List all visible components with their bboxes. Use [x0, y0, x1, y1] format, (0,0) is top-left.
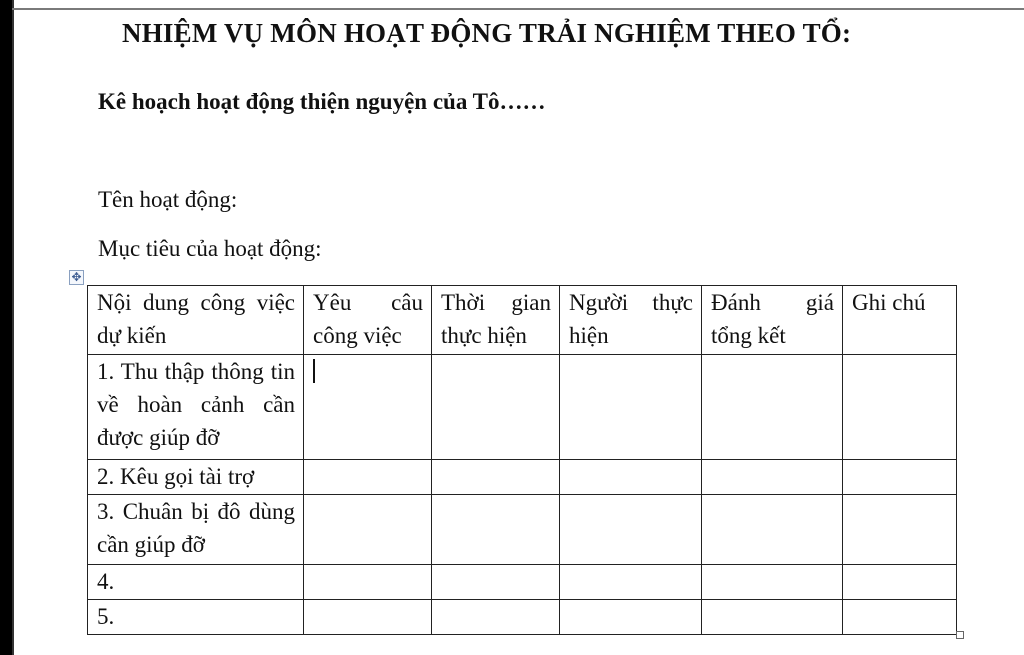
table-cell[interactable]: [304, 565, 432, 600]
table-cell[interactable]: [432, 600, 560, 635]
table-cell[interactable]: [702, 355, 843, 460]
table-cell[interactable]: [432, 565, 560, 600]
table-cell[interactable]: [432, 460, 560, 495]
table-cell-active[interactable]: [304, 355, 432, 460]
header-cell[interactable]: Đánh giá tổng kết: [702, 286, 843, 355]
table-cell[interactable]: [432, 495, 560, 565]
activity-goal-label: Mục tiêu của hoạt động:: [98, 236, 322, 261]
page-top-border: [12, 8, 1024, 10]
table-cell[interactable]: [432, 355, 560, 460]
table-cell[interactable]: 4.: [88, 565, 304, 600]
table-cell[interactable]: [560, 600, 702, 635]
plan-table: [87, 285, 957, 635]
table-cell[interactable]: [560, 460, 702, 495]
table-cell[interactable]: [560, 355, 702, 460]
table-cell[interactable]: 1. Thu thập thông tin về hoàn cảnh cần được giúp đỡ: [88, 355, 304, 460]
header-cell[interactable]: Thời gian thực hiện: [432, 286, 560, 355]
header-cell[interactable]: Ghi chú: [843, 286, 957, 355]
table-row: [88, 600, 957, 635]
table-cell[interactable]: 3. Chuân bị đô dùng cần giúp đỡ: [88, 495, 304, 565]
document-page: [12, 0, 1024, 655]
table-cell[interactable]: [702, 460, 843, 495]
table-cell[interactable]: [702, 600, 843, 635]
table-cell[interactable]: [843, 460, 957, 495]
activity-name-label: Tên hoạt động:: [98, 187, 238, 212]
table-row: [88, 355, 957, 460]
header-cell[interactable]: Nội dung công việc dự kiến: [88, 286, 304, 355]
plan-heading: Kê hoạch hoạt động thiện nguyện của Tô……: [98, 89, 546, 114]
table-cell[interactable]: [702, 495, 843, 565]
table-row: [88, 495, 957, 565]
table-cell[interactable]: [843, 600, 957, 635]
table-header-row: [88, 286, 957, 355]
move-icon[interactable]: ✥: [69, 270, 84, 285]
table-cell[interactable]: [304, 495, 432, 565]
table-cell[interactable]: [304, 460, 432, 495]
table-cell[interactable]: [843, 355, 957, 460]
table-cell[interactable]: [843, 565, 957, 600]
page-edge: [12, 0, 14, 655]
table-cell[interactable]: [304, 600, 432, 635]
table-cell[interactable]: [702, 565, 843, 600]
table-cell[interactable]: 5.: [88, 600, 304, 635]
document-title: NHIỆM VỤ MÔN HOẠT ĐỘNG TRẢI NGHIỆM THEO TỔ:: [122, 18, 852, 48]
table-row: [88, 565, 957, 600]
header-cell[interactable]: Yêu câu công việc: [304, 286, 432, 355]
table-cell[interactable]: [843, 495, 957, 565]
header-cell[interactable]: Người thực hiện: [560, 286, 702, 355]
text-cursor: [313, 359, 315, 383]
table-cell[interactable]: [560, 565, 702, 600]
resize-handle-icon[interactable]: [956, 631, 964, 639]
table-row: [88, 460, 957, 495]
table-cell[interactable]: [560, 495, 702, 565]
table-cell[interactable]: 2. Kêu gọi tài trợ: [88, 460, 304, 495]
